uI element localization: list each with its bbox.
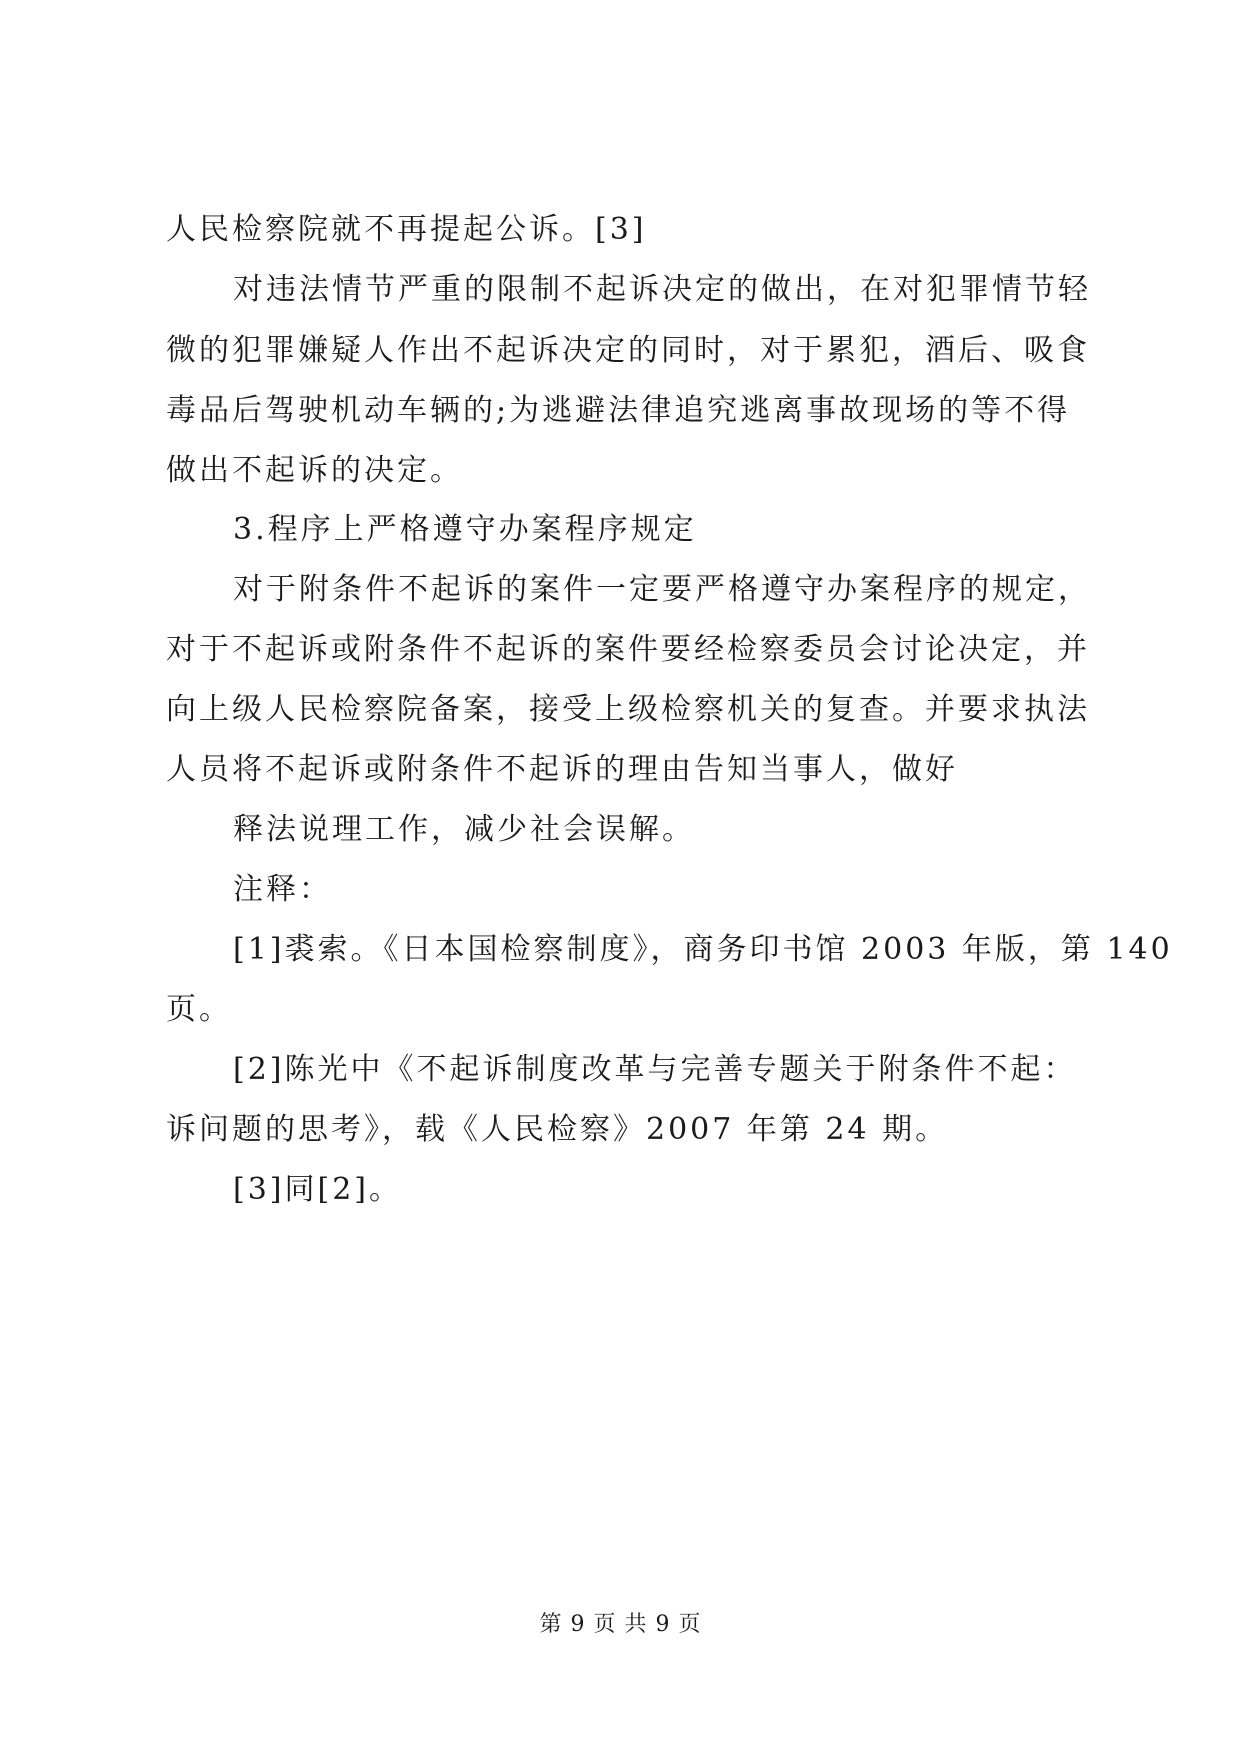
footnote-line: [1]裘索。《日本国检察制度》，商务印书馆 2003 年版，第 140 [233, 932, 1173, 967]
paragraph-line: 对违法情节严重的限制不起诉决定的做出，在对犯罪情节轻 [233, 272, 1091, 307]
paragraph-line: 毒品后驾驶机动车辆的;为逃避法律追究逃离事故现场的等不得 [166, 393, 1071, 428]
footnote-line: [2]陈光中《不起诉制度改革与完善专题关于附条件不起： [233, 1052, 1077, 1087]
paragraph-line: 对于不起诉或附条件不起诉的案件要经检察委员会讨论决定，并 [166, 632, 1090, 667]
paragraph-line: 做出不起诉的决定。 [166, 453, 463, 488]
paragraph-line: 人民检察院就不再提起公诉。[3] [166, 212, 647, 247]
section-heading: 3.程序上严格遵守办案程序规定 [233, 512, 697, 547]
paragraph-line: 向上级人民检察院备案，接受上级检察机关的复查。并要求执法 [166, 692, 1090, 727]
paragraph-line: 释法说理工作，减少社会误解。 [233, 812, 695, 847]
footnote-line: 页。 [166, 992, 232, 1027]
notes-heading: 注释： [233, 872, 332, 907]
paragraph-line: 微的犯罪嫌疑人作出不起诉决定的同时，对于累犯，酒后、吸食 [166, 333, 1090, 368]
paragraph-line: 人员将不起诉或附条件不起诉的理由告知当事人，做好 [166, 752, 958, 787]
footnote-line: [3]同[2]。 [233, 1172, 402, 1207]
footnote-line: 诉问题的思考》，载《人民检察》2007 年第 24 期。 [166, 1112, 949, 1147]
paragraph-line: 对于附条件不起诉的案件一定要严格遵守办案程序的规定， [233, 572, 1091, 607]
page-footer: 第 9 页 共 9 页 [539, 1612, 702, 1637]
